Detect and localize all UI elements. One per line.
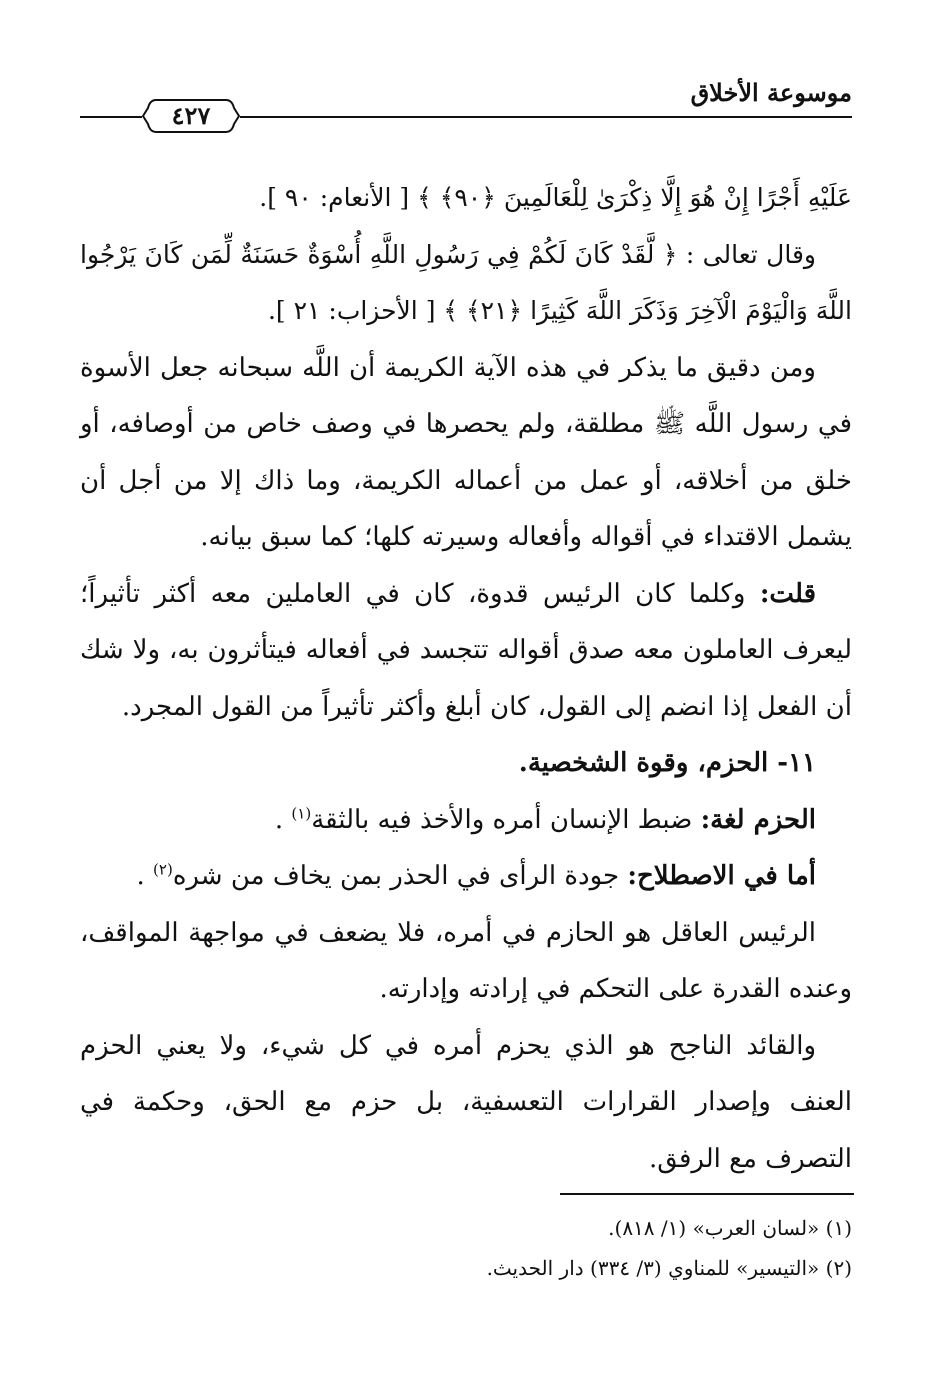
footnote-ref-2[interactable]: (٢) [153, 860, 173, 879]
paragraph-verse-end: عَلَيْهِ أَجْرًا إِنْ هُوَ إِلَّا ذِكْرَىٰ لِلْعَالَمِينَ ﴿٩٠﴾ ﴾ [ الأنعام: ٩٠ ]. [259, 183, 852, 212]
page-body [80, 170, 852, 1187]
paragraph-lead: أما في الاصطلاح: [627, 861, 816, 891]
paragraph-text: جودة الرأى في الحذر بمن يخاف من شره [172, 861, 628, 891]
footnote-ref-1[interactable]: (١) [291, 803, 312, 822]
paragraph-leader-firmness: الرئيس العاقل هو الحازم في أمره، فلا يضعف في مواجهة المواقف، وعنده القدرة على التحكم في إرادته وإدارته. [80, 917, 852, 1004]
footnotes [80, 1208, 852, 1288]
paragraph-successful-leader: والقائد الناجح هو الذي يحزم أمره في كل شيء، ولا يعني الحزم العنف وإصدار القرارات التعسفية، بل حزم مع الحق، وحكمة في التصرف مع الرفق. [80, 1030, 852, 1174]
paragraph-commentary: ومن دقيق ما يذكر في هذه الآية الكريمة أن اللَّه سبحانه جعل الأسوة في رسول اللَّه ﷺ مطلقة، ولم يحصرها في وصف خاص من أوصافه، أو خلق من أخلاقه، أو عمل من أعماله الكريمة، وما ذاك إلا من أجل أن يشمل الاقتداء في أقواله وأفعاله وسيرته كلها؛ كما سبق بيانه. [80, 352, 852, 552]
footnote-1: (١) «لسان العرب» (١/ ٨١٨). [608, 1216, 852, 1240]
paragraph-text: وكلما كان الرئيس قدوة، كان في العاملين معه أكثر تأثيراً؛ ليعرف العاملون معه صدق أقواله تتجسد في أفعاله فيتأثرون به، ولا شك أن الفعل إذا انضم إلى القول، كان أبلغ وأكثر تأثيراً من القول المجرد. [80, 578, 852, 722]
paragraph-qultu [80, 566, 852, 736]
header-rule-right [240, 116, 852, 118]
page-number-frame [142, 98, 240, 134]
footnote-divider [560, 1193, 854, 1195]
book-title: موسوعة الأخلاق [690, 78, 852, 107]
page-header [80, 70, 852, 140]
footnote-2: (٢) «التيسير» للمناوي (٣/ ٣٣٤) دار الحديث. [486, 1256, 852, 1280]
paragraph-definition-term: أما في الاصطلاح: جودة الرأى في الحذر بمن يخاف من شره$^{(٢)}$ . [136, 860, 816, 891]
header-rule-left [80, 116, 142, 118]
paragraph-definition-language: الحزم لغة: ضبط الإنسان أمره والأخذ فيه بالثقة$^{(١)}$ . [274, 803, 816, 835]
paragraph-lead: الحزم لغة: [700, 804, 816, 835]
paragraph-lead: قلت: [759, 578, 816, 609]
page-number: ٤٢٧ [171, 101, 211, 130]
paragraph-verse-ahzab: وقال تعالى : ﴿ لَّقَدْ كَانَ لَكُمْ فِي رَسُولِ اللَّهِ أُسْوَةٌ حَسَنَةٌ لِّمَن كَانَ يَرْجُوا اللَّهَ وَالْيَوْمَ الْآخِرَ وَذَكَرَ اللَّهَ كَثِيرًا ﴿٢١﴾ ﴾ [ الأحزاب: ٢١ ]. [80, 239, 852, 325]
section-heading: ١١- الحزم، وقوة الشخصية. [518, 748, 816, 778]
paragraph-text: ضبط الإنسان أمره والأخذ فيه بالثقة [311, 804, 701, 835]
